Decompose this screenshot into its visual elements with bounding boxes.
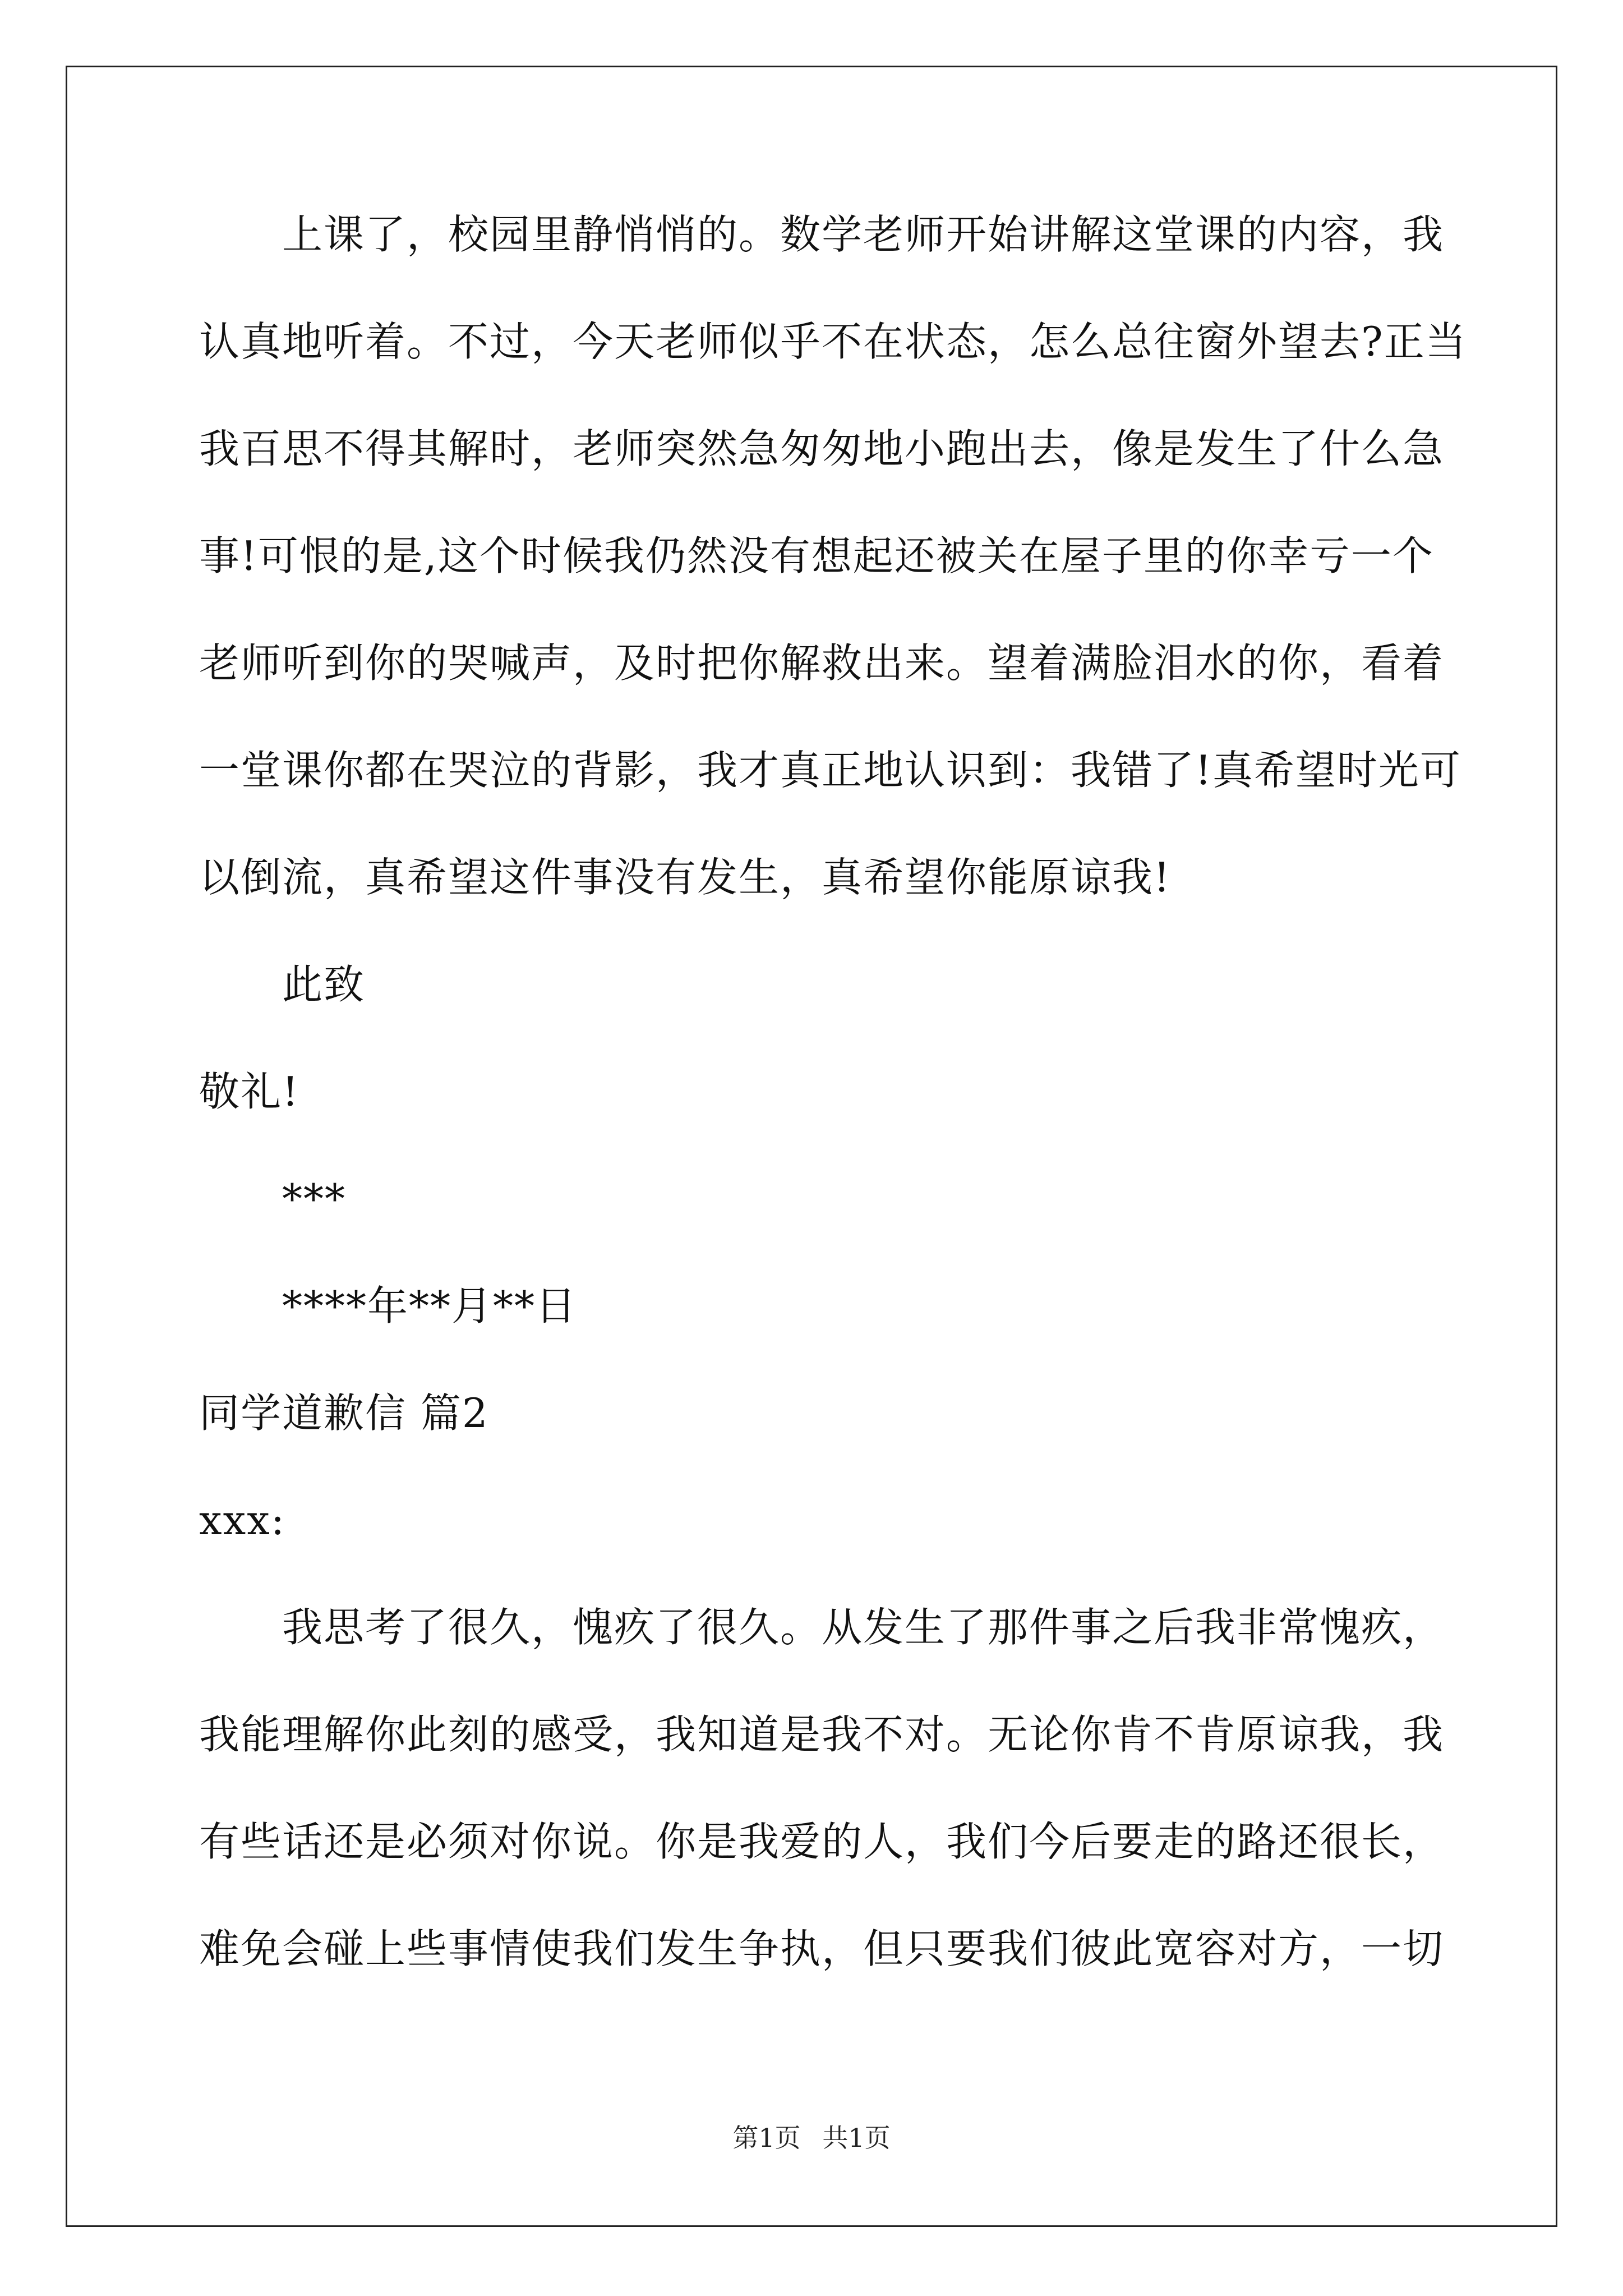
paragraph-1 xyxy=(199,211,1467,901)
closing-ci-zhi: 此致 xyxy=(282,961,366,1008)
section-title: 同学道歉信 篇2 xyxy=(199,1389,489,1437)
page-footer xyxy=(0,2124,1623,2152)
paragraph-line: 认真地听着。不过，今天老师似乎不在状态，怎么总往窗外望去?正当 xyxy=(199,318,1467,365)
paragraph-line: 有些话还是必须对你说。你是我爱的人，我们今后要走的路还很长， xyxy=(199,1818,1445,1865)
closing-jing-li: 敬礼! xyxy=(199,1068,299,1115)
paragraph-line: 难免会碰上些事情使我们发生争执，但只要我们彼此宽容对方，一切 xyxy=(199,1925,1445,1972)
paragraph-2 xyxy=(199,1604,1445,1972)
paragraph-line: 以倒流，真希望这件事没有发生，真希望你能原谅我! xyxy=(199,854,1171,901)
paragraph-line: 一堂课你都在哭泣的背影，我才真正地认识到：我错了!真希望时光可 xyxy=(199,747,1461,794)
paragraph-line: 我思考了很久，愧疚了很久。从发生了那件事之后我非常愧疚， xyxy=(282,1604,1445,1651)
paragraph-line: 上课了，校园里静悄悄的。数学老师开始讲解这堂课的内容，我 xyxy=(282,211,1445,258)
paragraph-line: 我百思不得其解时，老师突然急匆匆地小跑出去，像是发生了什么急 xyxy=(199,425,1445,472)
paragraph-line: 我能理解你此刻的感受，我知道是我不对。无论你肯不肯原谅我，我 xyxy=(199,1711,1445,1758)
paragraph-line: 老师听到你的哭喊声，及时把你解救出来。望着满脸泪水的你，看着 xyxy=(199,639,1445,687)
signature: *** xyxy=(282,1175,346,1222)
salutation: xxx: xyxy=(199,1497,286,1544)
paragraph-line: 事!可恨的是,这个时候我仍然没有想起还被关在屋子里的你幸亏一个 xyxy=(199,532,1434,579)
document-body xyxy=(199,211,1467,2035)
page-number: 第1页 xyxy=(732,2123,801,2153)
letter-date: ****年**月**日 xyxy=(282,1282,578,1329)
page-total: 共1页 xyxy=(822,2123,891,2153)
